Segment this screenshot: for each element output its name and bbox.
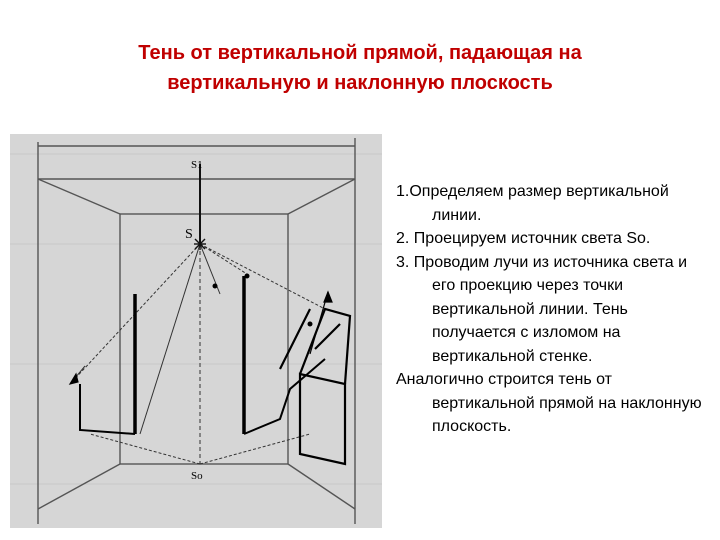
steps-list [396,180,714,439]
label-s0: So [191,470,203,482]
slide-title [60,38,660,98]
light-source-icon [194,238,206,250]
slide-title-line-1: Тень от вертикальной прямой, падающая на [138,42,582,64]
step-item: Аналогично строится тень от вертикальной прямой на наклонную плоскость. [396,371,702,435]
step-item: 1.Определяем размер вертикальной линии. [396,183,669,224]
label-s: S [185,227,193,242]
step-item: 3. Проводим лучи из источника света и его проекцию через точки вертикальной линии. Тень получается с изломом на вертикальной стенке. [396,253,687,365]
label-s1: S1 [191,159,203,171]
step-item: 2. Проецируем источник света So. [396,230,651,247]
perspective-shadow-drawing [10,134,382,528]
slide-title-line-2: вертикальную и наклонную плоскость [167,72,553,94]
